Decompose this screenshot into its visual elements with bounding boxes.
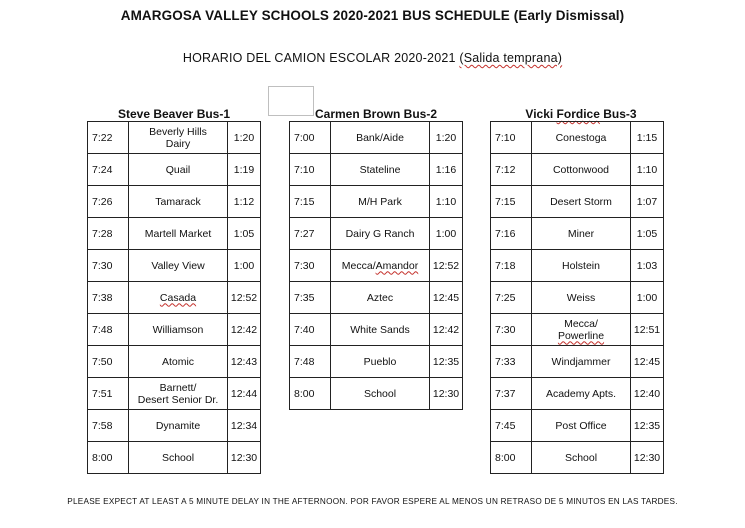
stop-name: Mecca/ Powerline xyxy=(532,314,631,346)
stop-name: Valley View xyxy=(129,250,228,282)
pickup-time: 8:00 xyxy=(491,442,532,474)
pickup-time: 7:30 xyxy=(290,250,331,282)
schedule-row xyxy=(88,442,261,474)
pickup-time: 7:15 xyxy=(290,186,331,218)
stop-name: White Sands xyxy=(331,314,430,346)
dropoff-time: 12:43 xyxy=(228,346,261,378)
bus-3-header xyxy=(490,107,672,121)
schedule-row xyxy=(491,282,664,314)
pickup-time: 7:15 xyxy=(491,186,532,218)
schedule-row xyxy=(491,250,664,282)
schedule-row xyxy=(88,186,261,218)
document-subtitle xyxy=(0,51,745,65)
stop-name: Post Office xyxy=(532,410,631,442)
dropoff-time: 12:35 xyxy=(430,346,463,378)
dropoff-time: 12:45 xyxy=(430,282,463,314)
pickup-time: 7:45 xyxy=(491,410,532,442)
pickup-time: 7:38 xyxy=(88,282,129,314)
pickup-time: 7:27 xyxy=(290,218,331,250)
stop-name: Dairy G Ranch xyxy=(331,218,430,250)
schedule-row xyxy=(290,314,463,346)
schedule-row xyxy=(88,378,261,410)
schedule-row xyxy=(88,250,261,282)
pickup-time: 7:00 xyxy=(290,122,331,154)
schedule-row xyxy=(491,314,664,346)
stop-name: School xyxy=(331,378,430,410)
schedule-row xyxy=(491,442,664,474)
stop-name: School xyxy=(129,442,228,474)
pickup-time: 7:37 xyxy=(491,378,532,410)
pickup-time: 7:50 xyxy=(88,346,129,378)
stop-name: Atomic xyxy=(129,346,228,378)
bus-3-header-text: Vicki Fordice Bus-3 xyxy=(525,107,637,121)
dropoff-time: 1:03 xyxy=(631,250,664,282)
pickup-time: 7:16 xyxy=(491,218,532,250)
stop-name: Windjammer xyxy=(532,346,631,378)
stop-name: School xyxy=(532,442,631,474)
schedule-row xyxy=(88,122,261,154)
pickup-time: 7:10 xyxy=(290,154,331,186)
stop-name: Aztec xyxy=(331,282,430,314)
schedule-row xyxy=(88,314,261,346)
pickup-time: 8:00 xyxy=(290,378,331,410)
dropoff-time: 1:05 xyxy=(228,218,261,250)
stop-name: Desert Storm xyxy=(532,186,631,218)
dropoff-time: 12:30 xyxy=(631,442,664,474)
pickup-time: 7:26 xyxy=(88,186,129,218)
stop-name: Barnett/ Desert Senior Dr. xyxy=(129,378,228,410)
subtitle-main: HORARIO DEL CAMION ESCOLAR 2020-2021 xyxy=(182,51,456,65)
bus-2-table xyxy=(289,121,463,410)
dropoff-time: 12:35 xyxy=(631,410,664,442)
pickup-time: 7:40 xyxy=(290,314,331,346)
dropoff-time: 1:15 xyxy=(631,122,664,154)
schedule-row xyxy=(290,250,463,282)
footer-note: PLEASE EXPECT AT LEAST A 5 MINUTE DELAY IN THE AFTERNOON. POR FAVOR ESPERE AL MENOS UN RETRASO DE 5 MINUTOS EN LAS TARDES. xyxy=(67,497,678,506)
pickup-time: 7:10 xyxy=(491,122,532,154)
dropoff-time: 12:34 xyxy=(228,410,261,442)
dropoff-time: 1:20 xyxy=(430,122,463,154)
schedule-row xyxy=(88,154,261,186)
stop-name: Pueblo xyxy=(331,346,430,378)
stop-name: M/H Park xyxy=(331,186,430,218)
schedule-row xyxy=(491,410,664,442)
stop-name: Williamson xyxy=(129,314,228,346)
dropoff-time: 1:16 xyxy=(430,154,463,186)
schedule-row xyxy=(290,346,463,378)
dropoff-time: 12:52 xyxy=(430,250,463,282)
stop-name: Martell Market xyxy=(129,218,228,250)
dropoff-time: 12:30 xyxy=(228,442,261,474)
pickup-time: 7:24 xyxy=(88,154,129,186)
pickup-time: 7:12 xyxy=(491,154,532,186)
schedule-row xyxy=(88,218,261,250)
pickup-time: 7:18 xyxy=(491,250,532,282)
schedule-row xyxy=(491,122,664,154)
stop-name: Miner xyxy=(532,218,631,250)
subtitle-paren: (Salida temprana) xyxy=(459,51,563,65)
schedule-row xyxy=(88,282,261,314)
stop-name: Mecca/Amandor xyxy=(331,250,430,282)
dropoff-time: 1:19 xyxy=(228,154,261,186)
schedule-row xyxy=(88,410,261,442)
dropoff-time: 12:44 xyxy=(228,378,261,410)
dropoff-time: 1:07 xyxy=(631,186,664,218)
bus-1-header-text: Steve Beaver Bus-1 xyxy=(117,107,231,121)
stop-name: Conestoga xyxy=(532,122,631,154)
schedule-row xyxy=(290,378,463,410)
bus-2-header xyxy=(289,107,463,121)
schedule-row xyxy=(290,282,463,314)
dropoff-time: 1:00 xyxy=(631,282,664,314)
stop-name: Dynamite xyxy=(129,410,228,442)
stop-name: Beverly Hills Dairy xyxy=(129,122,228,154)
pickup-time: 7:30 xyxy=(491,314,532,346)
schedule-row xyxy=(290,154,463,186)
dropoff-time: 12:40 xyxy=(631,378,664,410)
pickup-time: 7:58 xyxy=(88,410,129,442)
dropoff-time: 12:51 xyxy=(631,314,664,346)
stop-name: Holstein xyxy=(532,250,631,282)
stop-name: Academy Apts. xyxy=(532,378,631,410)
schedule-row xyxy=(491,218,664,250)
dropoff-time: 12:30 xyxy=(430,378,463,410)
pickup-time: 7:25 xyxy=(491,282,532,314)
pickup-time: 7:28 xyxy=(88,218,129,250)
bus-2-header-text: Carmen Brown Bus-2 xyxy=(314,107,438,121)
pickup-time: 7:30 xyxy=(88,250,129,282)
bus-1-header xyxy=(87,107,261,121)
stop-name: Cottonwood xyxy=(532,154,631,186)
pickup-time: 7:51 xyxy=(88,378,129,410)
dropoff-time: 1:20 xyxy=(228,122,261,154)
document-title: AMARGOSA VALLEY SCHOOLS 2020-2021 BUS SCHEDULE (Early Dismissal) xyxy=(120,8,625,23)
stop-name: Casada xyxy=(129,282,228,314)
bus-3-table xyxy=(490,121,664,474)
pickup-time: 7:35 xyxy=(290,282,331,314)
pickup-time: 7:48 xyxy=(88,314,129,346)
schedule-row xyxy=(290,186,463,218)
bus-1-table xyxy=(87,121,261,474)
dropoff-time: 1:12 xyxy=(228,186,261,218)
dropoff-time: 1:10 xyxy=(430,186,463,218)
schedule-row xyxy=(491,154,664,186)
schedule-row xyxy=(290,218,463,250)
stop-name: Stateline xyxy=(331,154,430,186)
schedule-row xyxy=(491,346,664,378)
schedule-row xyxy=(491,378,664,410)
dropoff-time: 12:45 xyxy=(631,346,664,378)
stop-name: Quail xyxy=(129,154,228,186)
pickup-time: 7:48 xyxy=(290,346,331,378)
dropoff-time: 1:10 xyxy=(631,154,664,186)
stop-name: Bank/Aide xyxy=(331,122,430,154)
dropoff-time: 1:05 xyxy=(631,218,664,250)
dropoff-time: 1:00 xyxy=(228,250,261,282)
dropoff-time: 12:42 xyxy=(430,314,463,346)
dropoff-time: 12:52 xyxy=(228,282,261,314)
dropoff-time: 1:00 xyxy=(430,218,463,250)
pickup-time: 7:22 xyxy=(88,122,129,154)
pickup-time: 8:00 xyxy=(88,442,129,474)
schedule-row xyxy=(290,122,463,154)
schedule-row xyxy=(88,346,261,378)
pickup-time: 7:33 xyxy=(491,346,532,378)
dropoff-time: 12:42 xyxy=(228,314,261,346)
schedule-row xyxy=(491,186,664,218)
stop-name: Weiss xyxy=(532,282,631,314)
stop-name: Tamarack xyxy=(129,186,228,218)
